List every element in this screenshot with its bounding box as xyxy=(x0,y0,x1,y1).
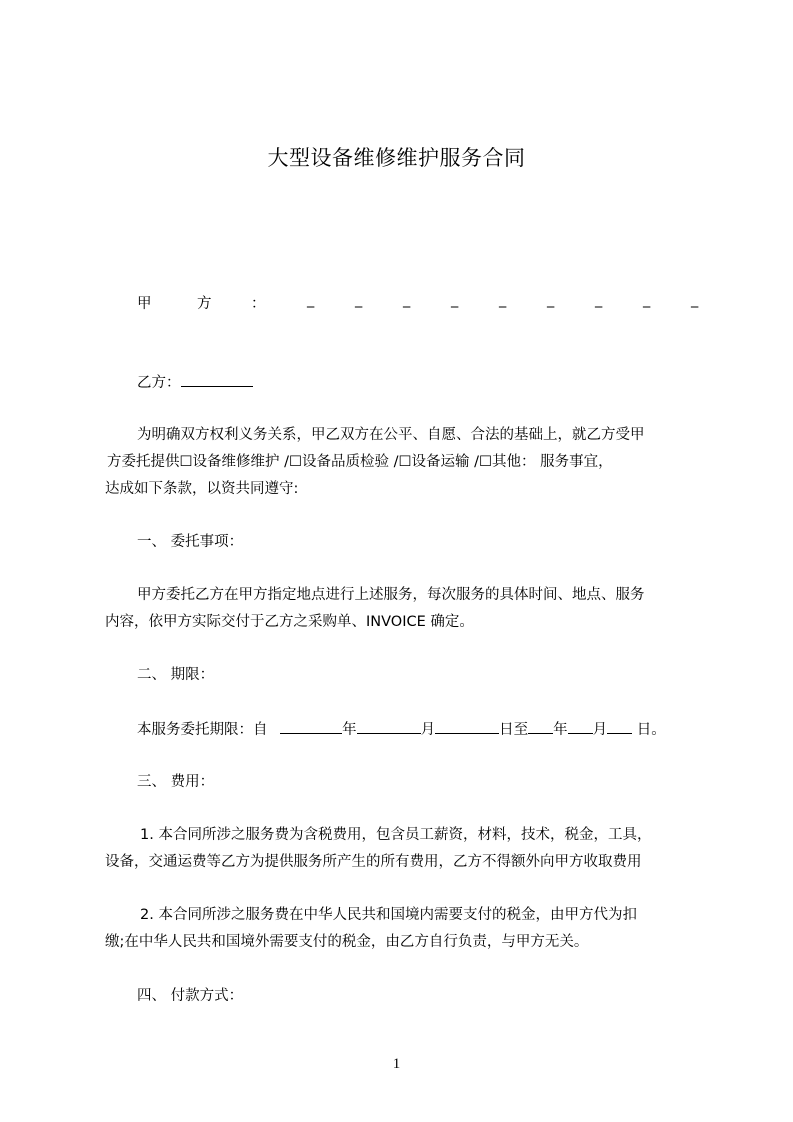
intro-line-3: 达成如下条款，以资共同遵守: xyxy=(105,481,299,497)
end-day-blank xyxy=(607,719,632,734)
intro-line-2: 方委托提供☐设备维修维护 /☐设备品质检验 /☐设备运输 /☐其他： 服务事宜， xyxy=(107,454,613,470)
party-a-label-1: 甲 xyxy=(137,296,152,312)
section-1-line-1: 甲方委托乙方在甲方指定地点进行上述服务，每次服务的具体时间、地点、服务 xyxy=(137,587,645,603)
party-a-blank: _ xyxy=(307,292,315,308)
month-label: 月 xyxy=(420,722,436,738)
party-b-line xyxy=(137,372,253,393)
party-b-blank xyxy=(181,372,253,387)
start-year-blank xyxy=(280,719,342,734)
party-a-blank: _ xyxy=(595,292,603,308)
period-prefix: 本服务委托期限：自 xyxy=(137,722,268,738)
section-1-line-2: 内容，依甲方实际交付于乙方之采购单、INVOICE 确定。 xyxy=(105,614,474,630)
party-a-colon: ： xyxy=(251,296,266,312)
party-a-blank: _ xyxy=(451,292,459,308)
party-a-line xyxy=(137,292,707,314)
section-3-item-1-line-2: 设备，交通运费等乙方为提供服务所产生的所有费用，乙方不得额外向甲方收取费用 xyxy=(105,854,642,870)
month-label: 月 xyxy=(592,722,608,738)
section-1-heading: 一、 委托事项： xyxy=(137,534,244,550)
section-3-item-1-line-1: 1. 本合同所涉之服务费为含税费用，包含员工薪资，材料，技术，税金，工具， xyxy=(140,827,652,843)
start-month-blank xyxy=(357,719,421,734)
section-3-item-2-line-2: 缴;在中华人民共和国境外需要支付的税金，由乙方自行负责，与甲方无关。 xyxy=(105,934,589,950)
party-a-blank: _ xyxy=(403,292,411,308)
party-a-label-2: 方 xyxy=(197,296,212,312)
day-to-label: 日至 xyxy=(499,722,529,738)
section-3-item-2-line-1: 2. 本合同所涉之服务费在中华人民共和国境内需要支付的税金，由甲方代为扣 xyxy=(140,907,637,923)
end-year-blank xyxy=(528,719,553,734)
party-a-blank: _ xyxy=(547,292,555,308)
party-b-label: 乙方： xyxy=(137,375,181,391)
section-2-period-line xyxy=(137,719,666,740)
party-a-blank: _ xyxy=(355,292,363,308)
section-2-heading: 二、 期限： xyxy=(137,667,215,683)
day-label: 日。 xyxy=(636,722,666,738)
year-label: 年 xyxy=(342,722,357,738)
section-4-heading: 四、 付款方式： xyxy=(137,988,244,1004)
intro-line-1: 为明确双方权利义务关系，甲乙双方在公平、自愿、合法的基础上，就乙方受甲 xyxy=(137,427,645,443)
party-a-blank: _ xyxy=(499,292,507,308)
section-3-heading: 三、 费用： xyxy=(137,774,215,790)
contract-title: 大型设备维修维护服务合同 xyxy=(267,146,526,170)
end-month-blank xyxy=(568,719,593,734)
start-day-blank xyxy=(435,719,499,734)
party-a-blank: _ xyxy=(691,292,699,308)
page-number: 1 xyxy=(392,1056,401,1072)
party-a-blank: _ xyxy=(643,292,651,308)
year-label: 年 xyxy=(553,722,568,738)
